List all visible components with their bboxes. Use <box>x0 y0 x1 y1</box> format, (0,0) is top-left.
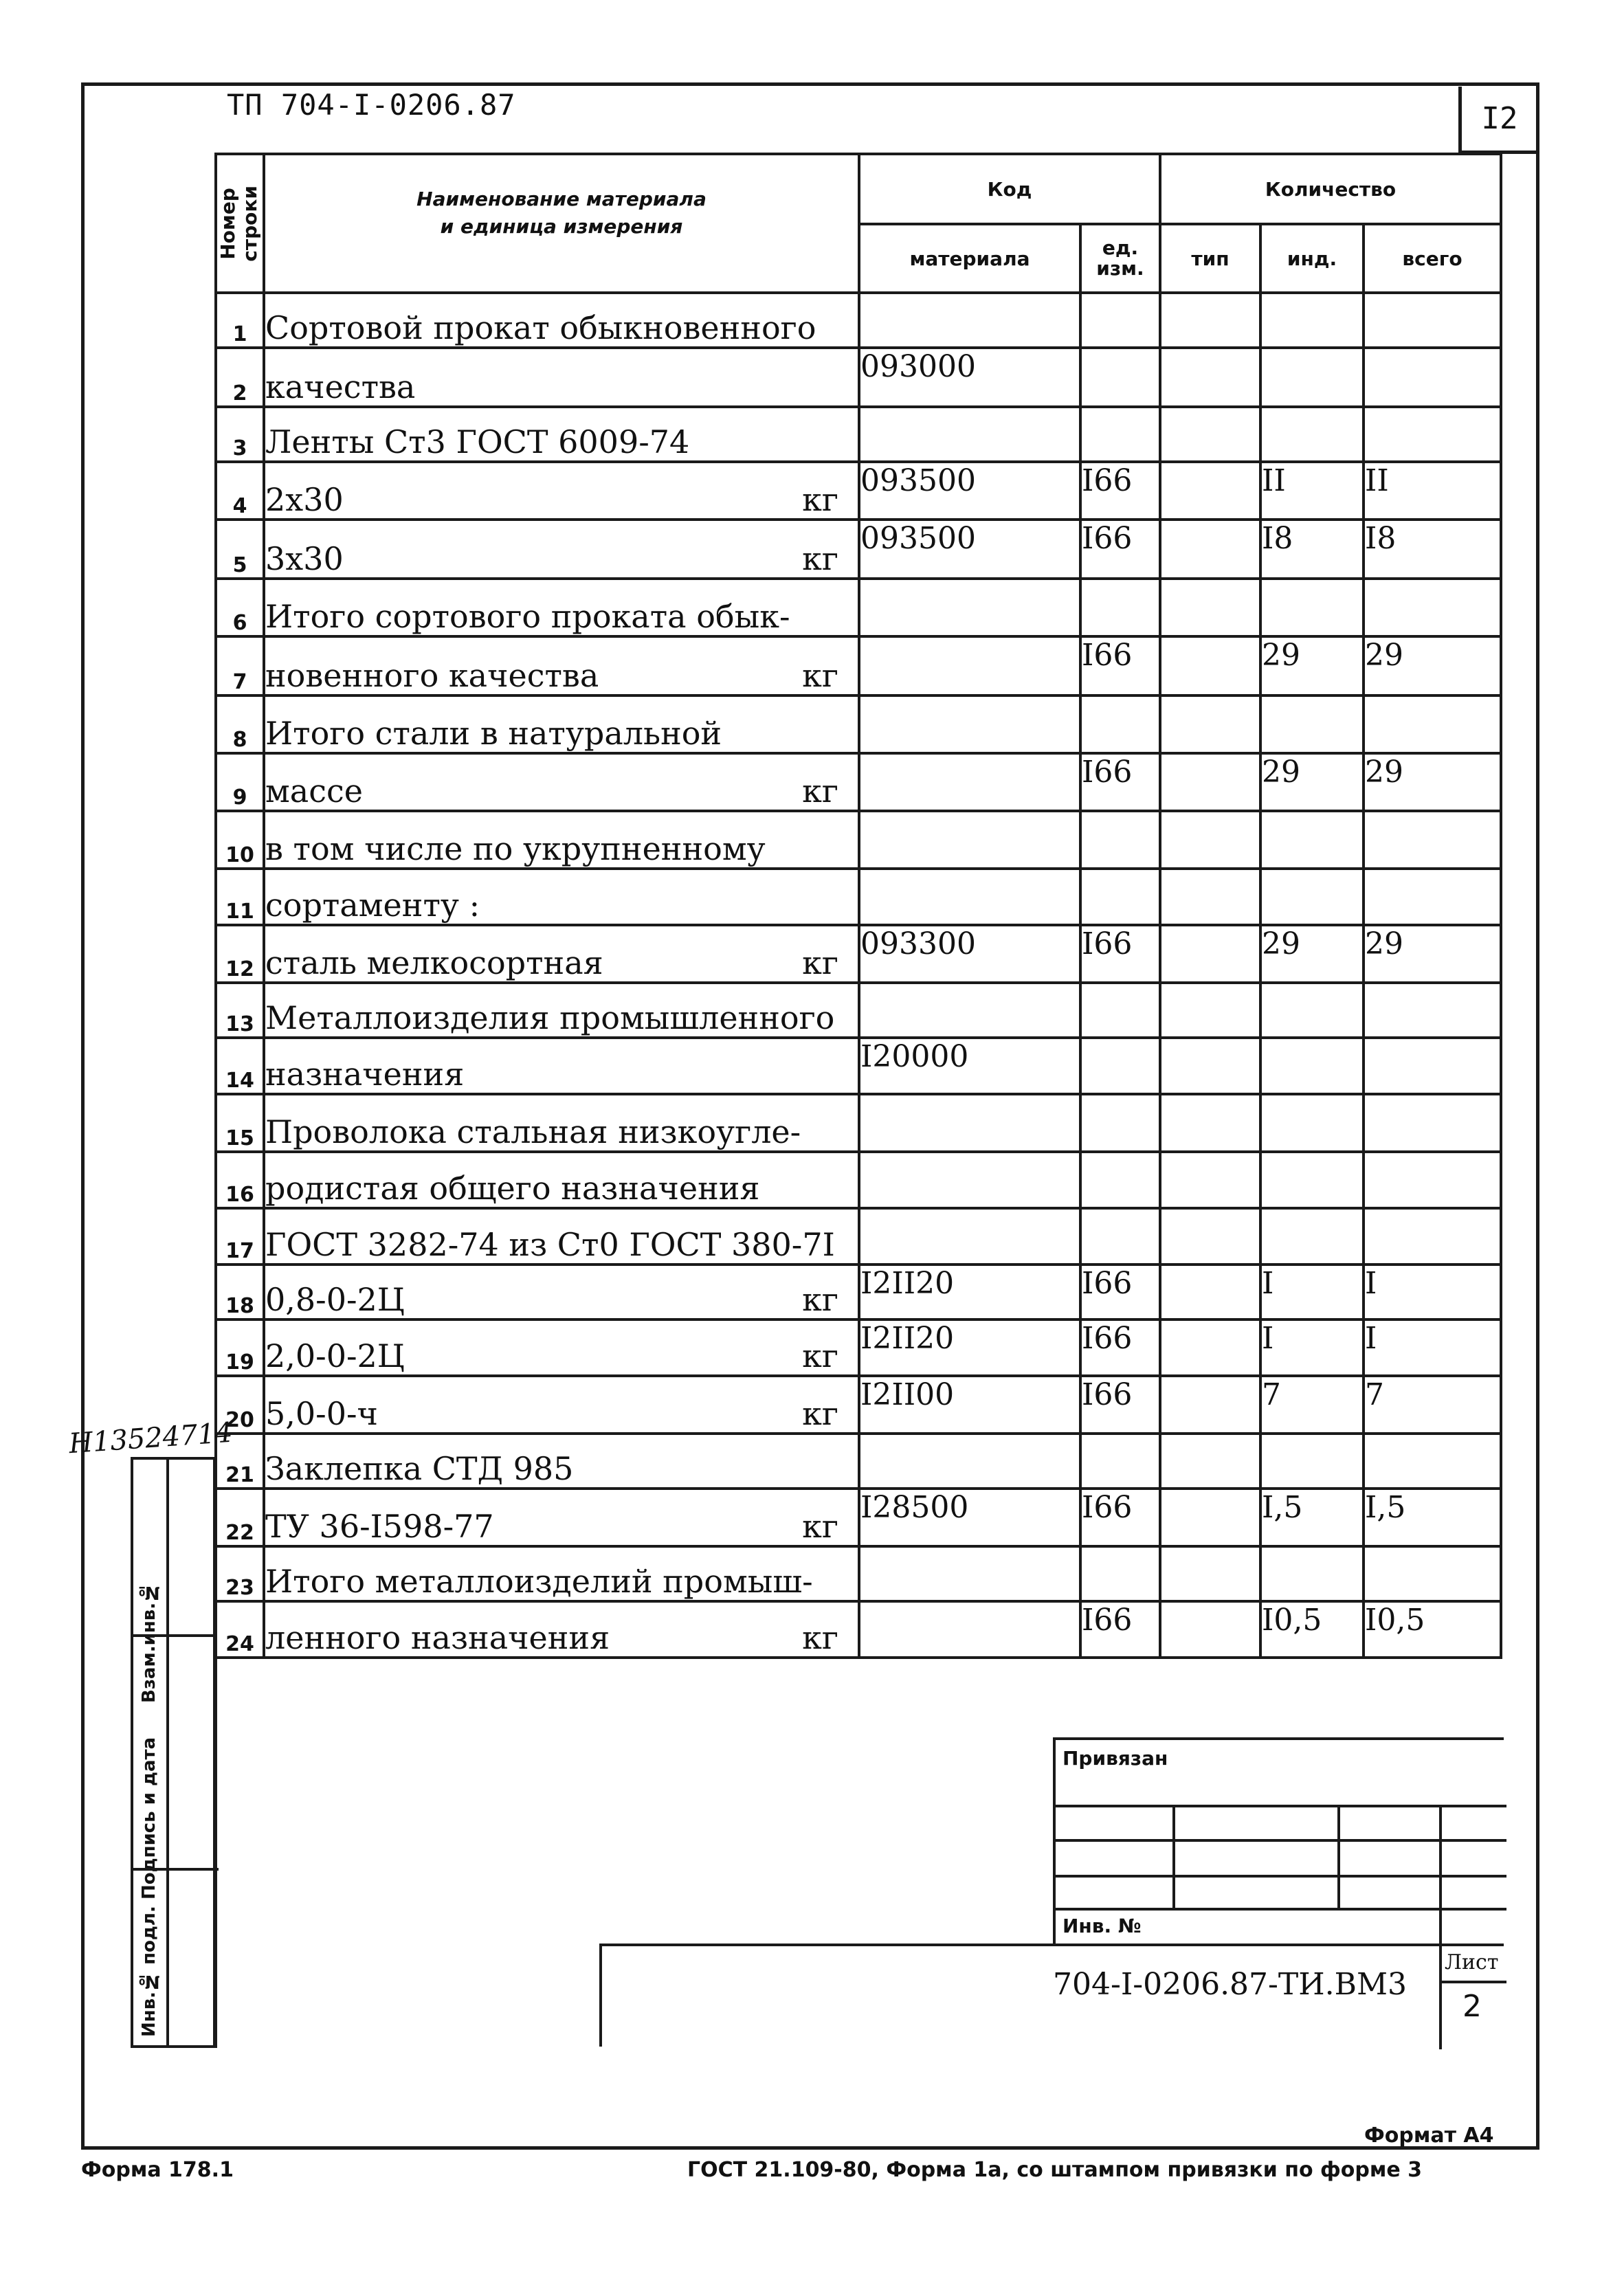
material-name-cell <box>264 695 859 753</box>
table-row <box>216 1376 1501 1434</box>
qty-tip-cell <box>1160 753 1260 811</box>
row-number-cell: 5 <box>216 520 264 579</box>
unit-code-cell <box>1080 407 1160 462</box>
qty-total-cell <box>1364 811 1501 869</box>
qty-tip-cell <box>1160 1265 1260 1319</box>
table-row <box>216 695 1501 753</box>
qty-ind-cell: I,5 <box>1260 1489 1364 1546</box>
qty-ind-cell: 29 <box>1260 925 1364 983</box>
binding-stamp-divider <box>1337 1805 1340 1909</box>
material-name: Итого стали в натуральной <box>265 715 722 752</box>
binding-stamp-divider <box>1172 1805 1175 1909</box>
binding-stamp-title: Привязан <box>1063 1747 1168 1770</box>
document-code: ТП 704-I-0206.87 <box>227 88 516 122</box>
handwritten-inventory-number: Н13524714 <box>67 1416 234 1460</box>
table-row <box>216 753 1501 811</box>
material-name: сталь мелкосортная <box>265 944 603 981</box>
qty-tip-cell <box>1160 1152 1260 1208</box>
material-name: Сортовой прокат обыкновенного <box>265 309 816 346</box>
material-name-cell <box>264 925 859 983</box>
table-left-border-extension <box>214 1629 217 2048</box>
material-code-cell <box>859 753 1080 811</box>
table-row <box>216 293 1501 348</box>
material-name: родистая общего назначения <box>265 1170 760 1207</box>
material-code-cell <box>859 869 1080 925</box>
qty-tip-cell <box>1160 636 1260 695</box>
unit-code-cell: I66 <box>1080 1489 1160 1546</box>
material-code-cell <box>859 1094 1080 1152</box>
qty-total-cell: I0,5 <box>1364 1601 1501 1658</box>
qty-tip-cell <box>1160 1601 1260 1658</box>
qty-tip-cell <box>1160 695 1260 753</box>
form-number: Форма 178.1 <box>81 2158 234 2182</box>
qty-total-cell <box>1364 869 1501 925</box>
material-name: 5,0-0-ч <box>265 1395 378 1432</box>
qty-ind-cell <box>1260 1208 1364 1265</box>
material-code-cell: I28500 <box>859 1489 1080 1546</box>
material-name-cell <box>264 1152 859 1208</box>
qty-total-cell <box>1364 1208 1501 1265</box>
row-number-cell: 17 <box>216 1208 264 1265</box>
material-code-cell <box>859 1601 1080 1658</box>
material-name: ГОСТ 3282-74 из Ст0 ГОСТ 380-7I <box>265 1226 835 1263</box>
qty-ind-cell: II <box>1260 462 1364 520</box>
table-row <box>216 407 1501 462</box>
row-number-cell: 4 <box>216 462 264 520</box>
table-row <box>216 1434 1501 1489</box>
material-code-cell <box>859 1208 1080 1265</box>
qty-tip-cell <box>1160 1489 1260 1546</box>
unit-code-cell <box>1080 1208 1160 1265</box>
measure-unit: кг <box>802 481 838 518</box>
qty-tip-cell <box>1160 1319 1260 1376</box>
material-code-cell: I2II00 <box>859 1376 1080 1434</box>
qty-tip-cell <box>1160 579 1260 636</box>
qty-tip-cell <box>1160 520 1260 579</box>
material-name-cell <box>264 1094 859 1152</box>
qty-ind-cell <box>1260 348 1364 407</box>
qty-tip-cell <box>1160 811 1260 869</box>
qty-total-cell <box>1364 1094 1501 1152</box>
row-number-cell: 6 <box>216 579 264 636</box>
qty-ind-cell <box>1260 579 1364 636</box>
unit-code-cell <box>1080 293 1160 348</box>
row-number-cell: 13 <box>216 983 264 1038</box>
measure-unit: кг <box>802 944 838 981</box>
material-code-cell <box>859 811 1080 869</box>
material-name-cell <box>264 579 859 636</box>
table-row <box>216 348 1501 407</box>
qty-tip-cell <box>1160 1038 1260 1094</box>
material-name: Итого сортового проката обык- <box>265 598 790 635</box>
table-row <box>216 1319 1501 1376</box>
qty-ind-cell: I <box>1260 1319 1364 1376</box>
page-number-box <box>1458 87 1537 154</box>
qty-total-cell <box>1364 1038 1501 1094</box>
qty-tip-cell <box>1160 1376 1260 1434</box>
material-name: ленного назначения <box>265 1619 610 1656</box>
qty-total-cell <box>1364 579 1501 636</box>
row-number-cell: 21 <box>216 1434 264 1489</box>
unit-code-cell: I66 <box>1080 925 1160 983</box>
qty-total-cell <box>1364 1152 1501 1208</box>
side-stamp-divider <box>133 1634 216 1637</box>
row-number-cell: 11 <box>216 869 264 925</box>
material-name: Заклепка СТД 985 <box>265 1450 574 1487</box>
material-name: назначения <box>265 1056 465 1093</box>
unit-code-cell: I66 <box>1080 636 1160 695</box>
row-number-cell: 9 <box>216 753 264 811</box>
unit-code-cell: I66 <box>1080 1265 1160 1319</box>
measure-unit: кг <box>802 1395 838 1432</box>
qty-total-header: всего <box>1364 224 1501 293</box>
material-name: 3х30 <box>265 540 344 577</box>
material-name-cell <box>264 1319 859 1376</box>
qty-total-cell: I <box>1364 1265 1501 1319</box>
unit-code-cell: I66 <box>1080 1319 1160 1376</box>
row-number-cell: 14 <box>216 1038 264 1094</box>
table-row <box>216 1546 1501 1601</box>
unit-code-cell <box>1080 869 1160 925</box>
row-number-header: Номер строки <box>216 154 264 293</box>
material-name-header: Наименование материала и единица измерения <box>264 154 859 293</box>
material-name-cell <box>264 1489 859 1546</box>
qty-ind-cell <box>1260 983 1364 1038</box>
material-name-cell <box>264 1208 859 1265</box>
qty-ind-cell: 29 <box>1260 753 1364 811</box>
qty-total-cell: 29 <box>1364 753 1501 811</box>
table-row <box>216 983 1501 1038</box>
material-code-cell: I2II20 <box>859 1265 1080 1319</box>
qty-tip-cell <box>1160 407 1260 462</box>
qty-ind-cell: 29 <box>1260 636 1364 695</box>
material-name: качества <box>265 368 416 405</box>
qty-tip-cell <box>1160 1208 1260 1265</box>
material-name: 2,0-0-2Ц <box>265 1337 405 1374</box>
row-number-cell: 16 <box>216 1152 264 1208</box>
unit-code-cell <box>1080 579 1160 636</box>
qty-ind-cell: I0,5 <box>1260 1601 1364 1658</box>
qty-ind-cell <box>1260 811 1364 869</box>
material-code-cell <box>859 407 1080 462</box>
material-name: ТУ 36-I598-77 <box>265 1508 494 1545</box>
row-number-cell: 10 <box>216 811 264 869</box>
unit-code-cell <box>1080 1546 1160 1601</box>
row-number-cell: 22 <box>216 1489 264 1546</box>
material-name-cell <box>264 407 859 462</box>
binding-stamp-divider <box>1439 1805 1442 1946</box>
material-name-cell <box>264 1434 859 1489</box>
material-name-cell <box>264 811 859 869</box>
qty-tip-cell <box>1160 925 1260 983</box>
binding-stamp-inv-label: Инв. № <box>1063 1915 1142 1937</box>
table-row <box>216 1152 1501 1208</box>
table-row <box>216 811 1501 869</box>
material-name-cell <box>264 983 859 1038</box>
material-code-cell: I20000 <box>859 1038 1080 1094</box>
qty-ind-cell <box>1260 407 1364 462</box>
measure-unit: кг <box>802 540 838 577</box>
measure-unit: кг <box>802 1281 838 1318</box>
qty-tip-cell <box>1160 1434 1260 1489</box>
label-inv-podl: Инв.№ подл. <box>139 1906 159 2037</box>
qty-total-cell <box>1364 1434 1501 1489</box>
qty-ind-header: инд. <box>1260 224 1364 293</box>
sheet-box-rule <box>1439 1981 1506 1983</box>
measure-unit: кг <box>802 657 838 694</box>
quantity-group-header: Количество <box>1160 154 1501 224</box>
sheet-number: 2 <box>1462 1989 1482 2024</box>
material-name: 2х30 <box>265 481 344 518</box>
paper-format: Формат А4 <box>1364 2124 1494 2148</box>
qty-ind-cell <box>1260 1434 1364 1489</box>
row-number-cell: 15 <box>216 1094 264 1152</box>
qty-total-cell: 29 <box>1364 925 1501 983</box>
qty-ind-cell <box>1260 695 1364 753</box>
material-name: новенного качества <box>265 657 599 694</box>
material-name-cell <box>264 293 859 348</box>
material-name-cell <box>264 869 859 925</box>
unit-code-cell: I66 <box>1080 753 1160 811</box>
material-code-cell <box>859 579 1080 636</box>
row-number-cell: 8 <box>216 695 264 753</box>
title-block <box>599 1944 1504 2047</box>
unit-code-cell <box>1080 1434 1160 1489</box>
table-row <box>216 1038 1501 1094</box>
qty-total-cell <box>1364 983 1501 1038</box>
qty-total-cell: I,5 <box>1364 1489 1501 1546</box>
row-number-cell: 3 <box>216 407 264 462</box>
material-name-cell <box>264 1265 859 1319</box>
material-name-cell <box>264 520 859 579</box>
material-code-cell <box>859 1546 1080 1601</box>
material-name: Ленты Ст3 ГОСТ 6009-74 <box>265 423 690 460</box>
row-number-cell: 1 <box>216 293 264 348</box>
material-code-cell: 093500 <box>859 520 1080 579</box>
binding-stamp <box>1053 1737 1504 1944</box>
form-standard: ГОСТ 21.109-80, Форма 1а, со штампом привязки по форме 3 <box>687 2158 1423 2182</box>
qty-ind-cell <box>1260 293 1364 348</box>
material-code-cell: I2II20 <box>859 1319 1080 1376</box>
material-spec-body <box>216 293 1501 1658</box>
qty-ind-cell: I8 <box>1260 520 1364 579</box>
material-code-cell <box>859 1434 1080 1489</box>
qty-tip-cell <box>1160 1094 1260 1152</box>
material-code-cell <box>859 695 1080 753</box>
qty-ind-cell <box>1260 1152 1364 1208</box>
material-name: Проволока стальная низкоугле- <box>265 1113 801 1150</box>
row-number-cell: 19 <box>216 1319 264 1376</box>
qty-total-cell <box>1364 293 1501 348</box>
table-row <box>216 869 1501 925</box>
table-row <box>216 1094 1501 1152</box>
material-code-cell <box>859 293 1080 348</box>
row-number-cell: 23 <box>216 1546 264 1601</box>
code-group-header: Код <box>859 154 1160 224</box>
qty-total-cell: II <box>1364 462 1501 520</box>
unit-code-cell: I66 <box>1080 462 1160 520</box>
unit-code-cell: I66 <box>1080 520 1160 579</box>
row-number-cell: 7 <box>216 636 264 695</box>
qty-ind-cell <box>1260 869 1364 925</box>
qty-ind-cell: 7 <box>1260 1376 1364 1434</box>
material-name-cell <box>264 1601 859 1658</box>
sheet-box-divider <box>1439 1946 1442 2049</box>
material-code-cell <box>859 636 1080 695</box>
unit-code-cell <box>1080 695 1160 753</box>
qty-total-cell: 29 <box>1364 636 1501 695</box>
table-row <box>216 1601 1501 1658</box>
table-row <box>216 579 1501 636</box>
label-podpis-data: Подпись и дата <box>139 1737 159 1900</box>
material-name: массе <box>265 772 363 810</box>
material-name: Металлоизделия промышленного <box>265 999 835 1036</box>
qty-tip-cell <box>1160 462 1260 520</box>
material-name-cell <box>264 1038 859 1094</box>
unit-code-cell <box>1080 1152 1160 1208</box>
qty-tip-cell <box>1160 293 1260 348</box>
material-code-cell <box>859 983 1080 1038</box>
table-row <box>216 1265 1501 1319</box>
material-name-cell <box>264 1376 859 1434</box>
unit-code-cell <box>1080 811 1160 869</box>
measure-unit: кг <box>802 1337 838 1374</box>
material-name-cell <box>264 636 859 695</box>
qty-total-cell: I8 <box>1364 520 1501 579</box>
qty-total-cell: 7 <box>1364 1376 1501 1434</box>
code-unit-header: ед. изм. <box>1080 224 1160 293</box>
material-name: в том числе по укрупненному <box>265 830 766 867</box>
page-number: I2 <box>1481 101 1518 136</box>
unit-code-cell: I66 <box>1080 1601 1160 1658</box>
unit-code-cell <box>1080 348 1160 407</box>
material-name: сортаменту : <box>265 887 480 924</box>
row-number-cell: 20 <box>216 1376 264 1434</box>
qty-tip-cell <box>1160 1546 1260 1601</box>
material-name: 0,8-0-2Ц <box>265 1281 405 1318</box>
table-row <box>216 636 1501 695</box>
row-number-cell: 24 <box>216 1601 264 1658</box>
qty-tip-cell <box>1160 348 1260 407</box>
qty-tip-cell <box>1160 869 1260 925</box>
material-name-cell <box>264 462 859 520</box>
sheet-label: Лист <box>1445 1950 1499 1974</box>
qty-ind-cell <box>1260 1546 1364 1601</box>
table-row <box>216 925 1501 983</box>
unit-code-cell <box>1080 1038 1160 1094</box>
unit-code-cell <box>1080 1094 1160 1152</box>
material-code-cell <box>859 1152 1080 1208</box>
row-number-cell: 18 <box>216 1265 264 1319</box>
measure-unit: кг <box>802 1619 838 1656</box>
qty-total-cell <box>1364 348 1501 407</box>
material-name: Итого металлоизделий промыш- <box>265 1563 813 1600</box>
material-name-cell <box>264 753 859 811</box>
qty-total-cell <box>1364 695 1501 753</box>
material-code-cell: 093500 <box>859 462 1080 520</box>
qty-ind-cell <box>1260 1094 1364 1152</box>
label-vzam-inv: Взам.инв.№ <box>139 1581 159 1703</box>
material-code-cell: 093300 <box>859 925 1080 983</box>
qty-ind-cell <box>1260 1038 1364 1094</box>
material-spec-table <box>214 153 1502 1659</box>
table-row <box>216 520 1501 579</box>
unit-code-cell <box>1080 983 1160 1038</box>
table-row <box>216 1208 1501 1265</box>
side-stamp <box>131 1457 216 2048</box>
code-material-header: материала <box>859 224 1080 293</box>
qty-total-cell: I <box>1364 1319 1501 1376</box>
qty-tip-header: тип <box>1160 224 1260 293</box>
unit-code-cell: I66 <box>1080 1376 1160 1434</box>
qty-total-cell <box>1364 1546 1501 1601</box>
row-number-cell: 12 <box>216 925 264 983</box>
measure-unit: кг <box>802 772 838 810</box>
material-code-cell: 093000 <box>859 348 1080 407</box>
document-designation: 704-I-0206.87-ТИ.ВМ3 <box>1053 1967 1408 2002</box>
qty-tip-cell <box>1160 983 1260 1038</box>
table-row <box>216 1489 1501 1546</box>
material-name-cell <box>264 348 859 407</box>
qty-ind-cell: I <box>1260 1265 1364 1319</box>
measure-unit: кг <box>802 1508 838 1545</box>
row-number-cell: 2 <box>216 348 264 407</box>
table-row <box>216 462 1501 520</box>
qty-total-cell <box>1364 407 1501 462</box>
side-stamp-divider <box>133 1868 219 1871</box>
material-name-cell <box>264 1546 859 1601</box>
